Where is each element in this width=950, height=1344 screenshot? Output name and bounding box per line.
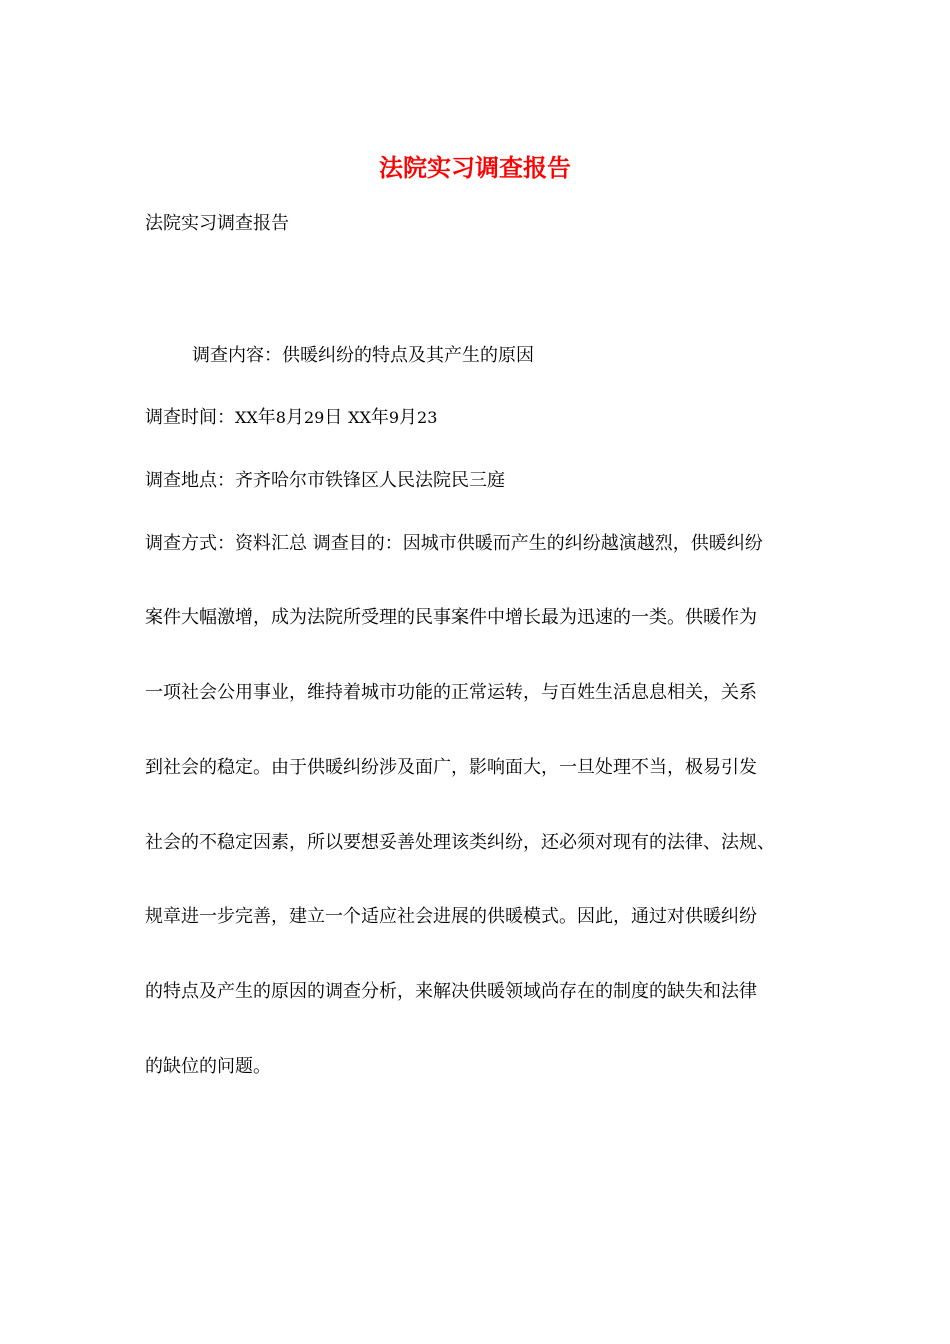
survey-time-year-value-2: XX — [348, 408, 371, 427]
body-line: 的缺位的问题。 — [145, 1056, 271, 1077]
body-line: 到社会的稳定。由于供暖纠纷涉及面广，影响面大，一旦处理不当，极易引发 — [145, 757, 757, 778]
survey-time-year-label-2: 年 — [370, 407, 389, 428]
survey-place-line: 调查地点：齐齐哈尔市铁锋区人民法院民三庭 — [145, 470, 505, 491]
body-line: 社会的不稳定因素，所以要想妥善处理该类纠纷，还必须对现有的法律、法规、 — [145, 832, 775, 853]
survey-time-label: 调查时间： — [145, 407, 235, 428]
document-subtitle: 法院实习调查报告 — [145, 213, 289, 234]
survey-time-day-value-2: 23 — [417, 408, 438, 427]
survey-time-line — [145, 404, 815, 432]
survey-time-day-value-1: 29 — [303, 408, 325, 427]
survey-time-month-value-1: 8 — [275, 408, 286, 427]
body-line: 一项社会公用事业，维持着城市功能的正常运转，与百姓生活息息相关，关系 — [145, 682, 757, 703]
body-line: 的特点及产生的原因的调查分析，来解决供暖领域尚存在的制度的缺失和法律 — [145, 981, 757, 1002]
body-line: 调查方式：资料汇总 调查目的：因城市供暖而产生的纠纷越演越烈，供暖纠纷 — [145, 533, 763, 554]
survey-time-day-label-1: 日 — [324, 407, 349, 428]
survey-content-line: 调查内容：供暖纠纷的特点及其产生的原因 — [192, 345, 534, 366]
survey-time-month-label-1: 月 — [285, 407, 304, 428]
document-title: 法院实习调查报告 — [379, 153, 571, 182]
body-line: 规章进一步完善，建立一个适应社会进展的供暖模式。因此，通过对供暖纠纷 — [145, 906, 757, 927]
survey-time-month-label-2: 月 — [399, 407, 418, 428]
survey-time-month-value-2: 9 — [388, 408, 400, 427]
survey-time-year-label-1: 年 — [257, 407, 276, 428]
body-line: 案件大幅激增，成为法院所受理的民事案件中增长最为迅速的一类。供暖作为 — [145, 607, 757, 628]
survey-time-year-value-1: XX — [235, 408, 258, 427]
